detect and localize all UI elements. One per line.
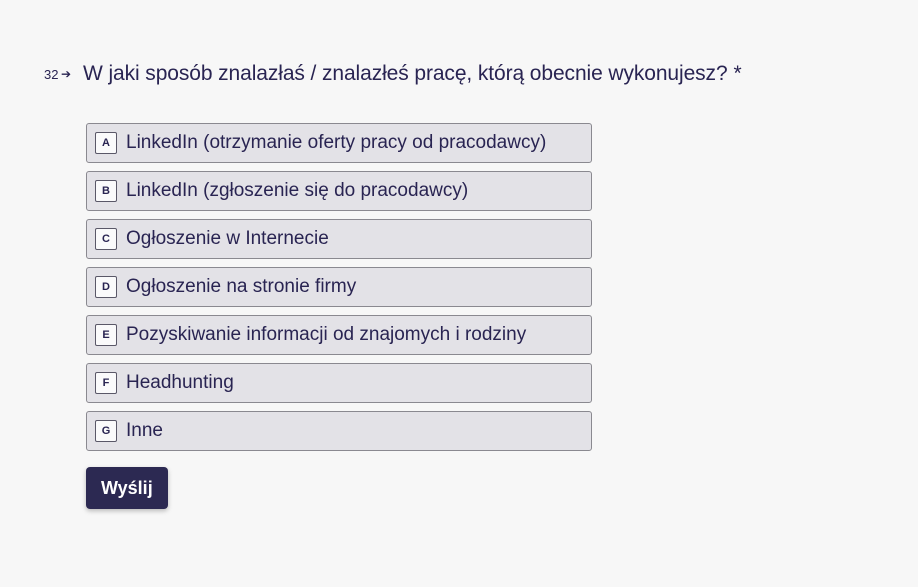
question-title: W jaki sposób znalazłaś / znalazłeś pracę, którą obecnie wykonujesz? <box>83 62 728 85</box>
option-label: Inne <box>126 420 163 441</box>
question-number: 32 <box>44 66 59 82</box>
option-a[interactable] <box>86 123 592 163</box>
option-label: Ogłoszenie w Internecie <box>126 228 329 249</box>
option-d[interactable] <box>86 267 592 307</box>
option-key-badge: E <box>95 324 117 346</box>
option-label: Headhunting <box>126 372 234 393</box>
option-label: Ogłoszenie na stronie firmy <box>126 276 357 297</box>
option-label: LinkedIn (zgłoszenie się do pracodawcy) <box>126 180 469 201</box>
option-key-badge: A <box>95 132 117 154</box>
option-c[interactable] <box>86 219 592 259</box>
option-label: LinkedIn (otrzymanie oferty pracy od pracodawcy) <box>126 132 547 153</box>
option-e[interactable] <box>86 315 592 355</box>
option-b[interactable] <box>86 171 592 211</box>
answer-options <box>86 123 592 459</box>
option-key-badge: B <box>95 180 117 202</box>
submit-button[interactable]: Wyślij <box>86 467 168 509</box>
option-key-badge: F <box>95 372 117 394</box>
option-f[interactable] <box>86 363 592 403</box>
option-key-badge: D <box>95 276 117 298</box>
question-header <box>44 62 742 86</box>
option-g[interactable] <box>86 411 592 451</box>
required-marker: * <box>733 62 742 85</box>
option-key-badge: G <box>95 420 117 442</box>
option-label: Pozyskiwanie informacji od znajomych i rodziny <box>126 324 527 345</box>
option-key-badge: C <box>95 228 117 250</box>
arrow-right-icon: ➔ <box>61 67 72 81</box>
